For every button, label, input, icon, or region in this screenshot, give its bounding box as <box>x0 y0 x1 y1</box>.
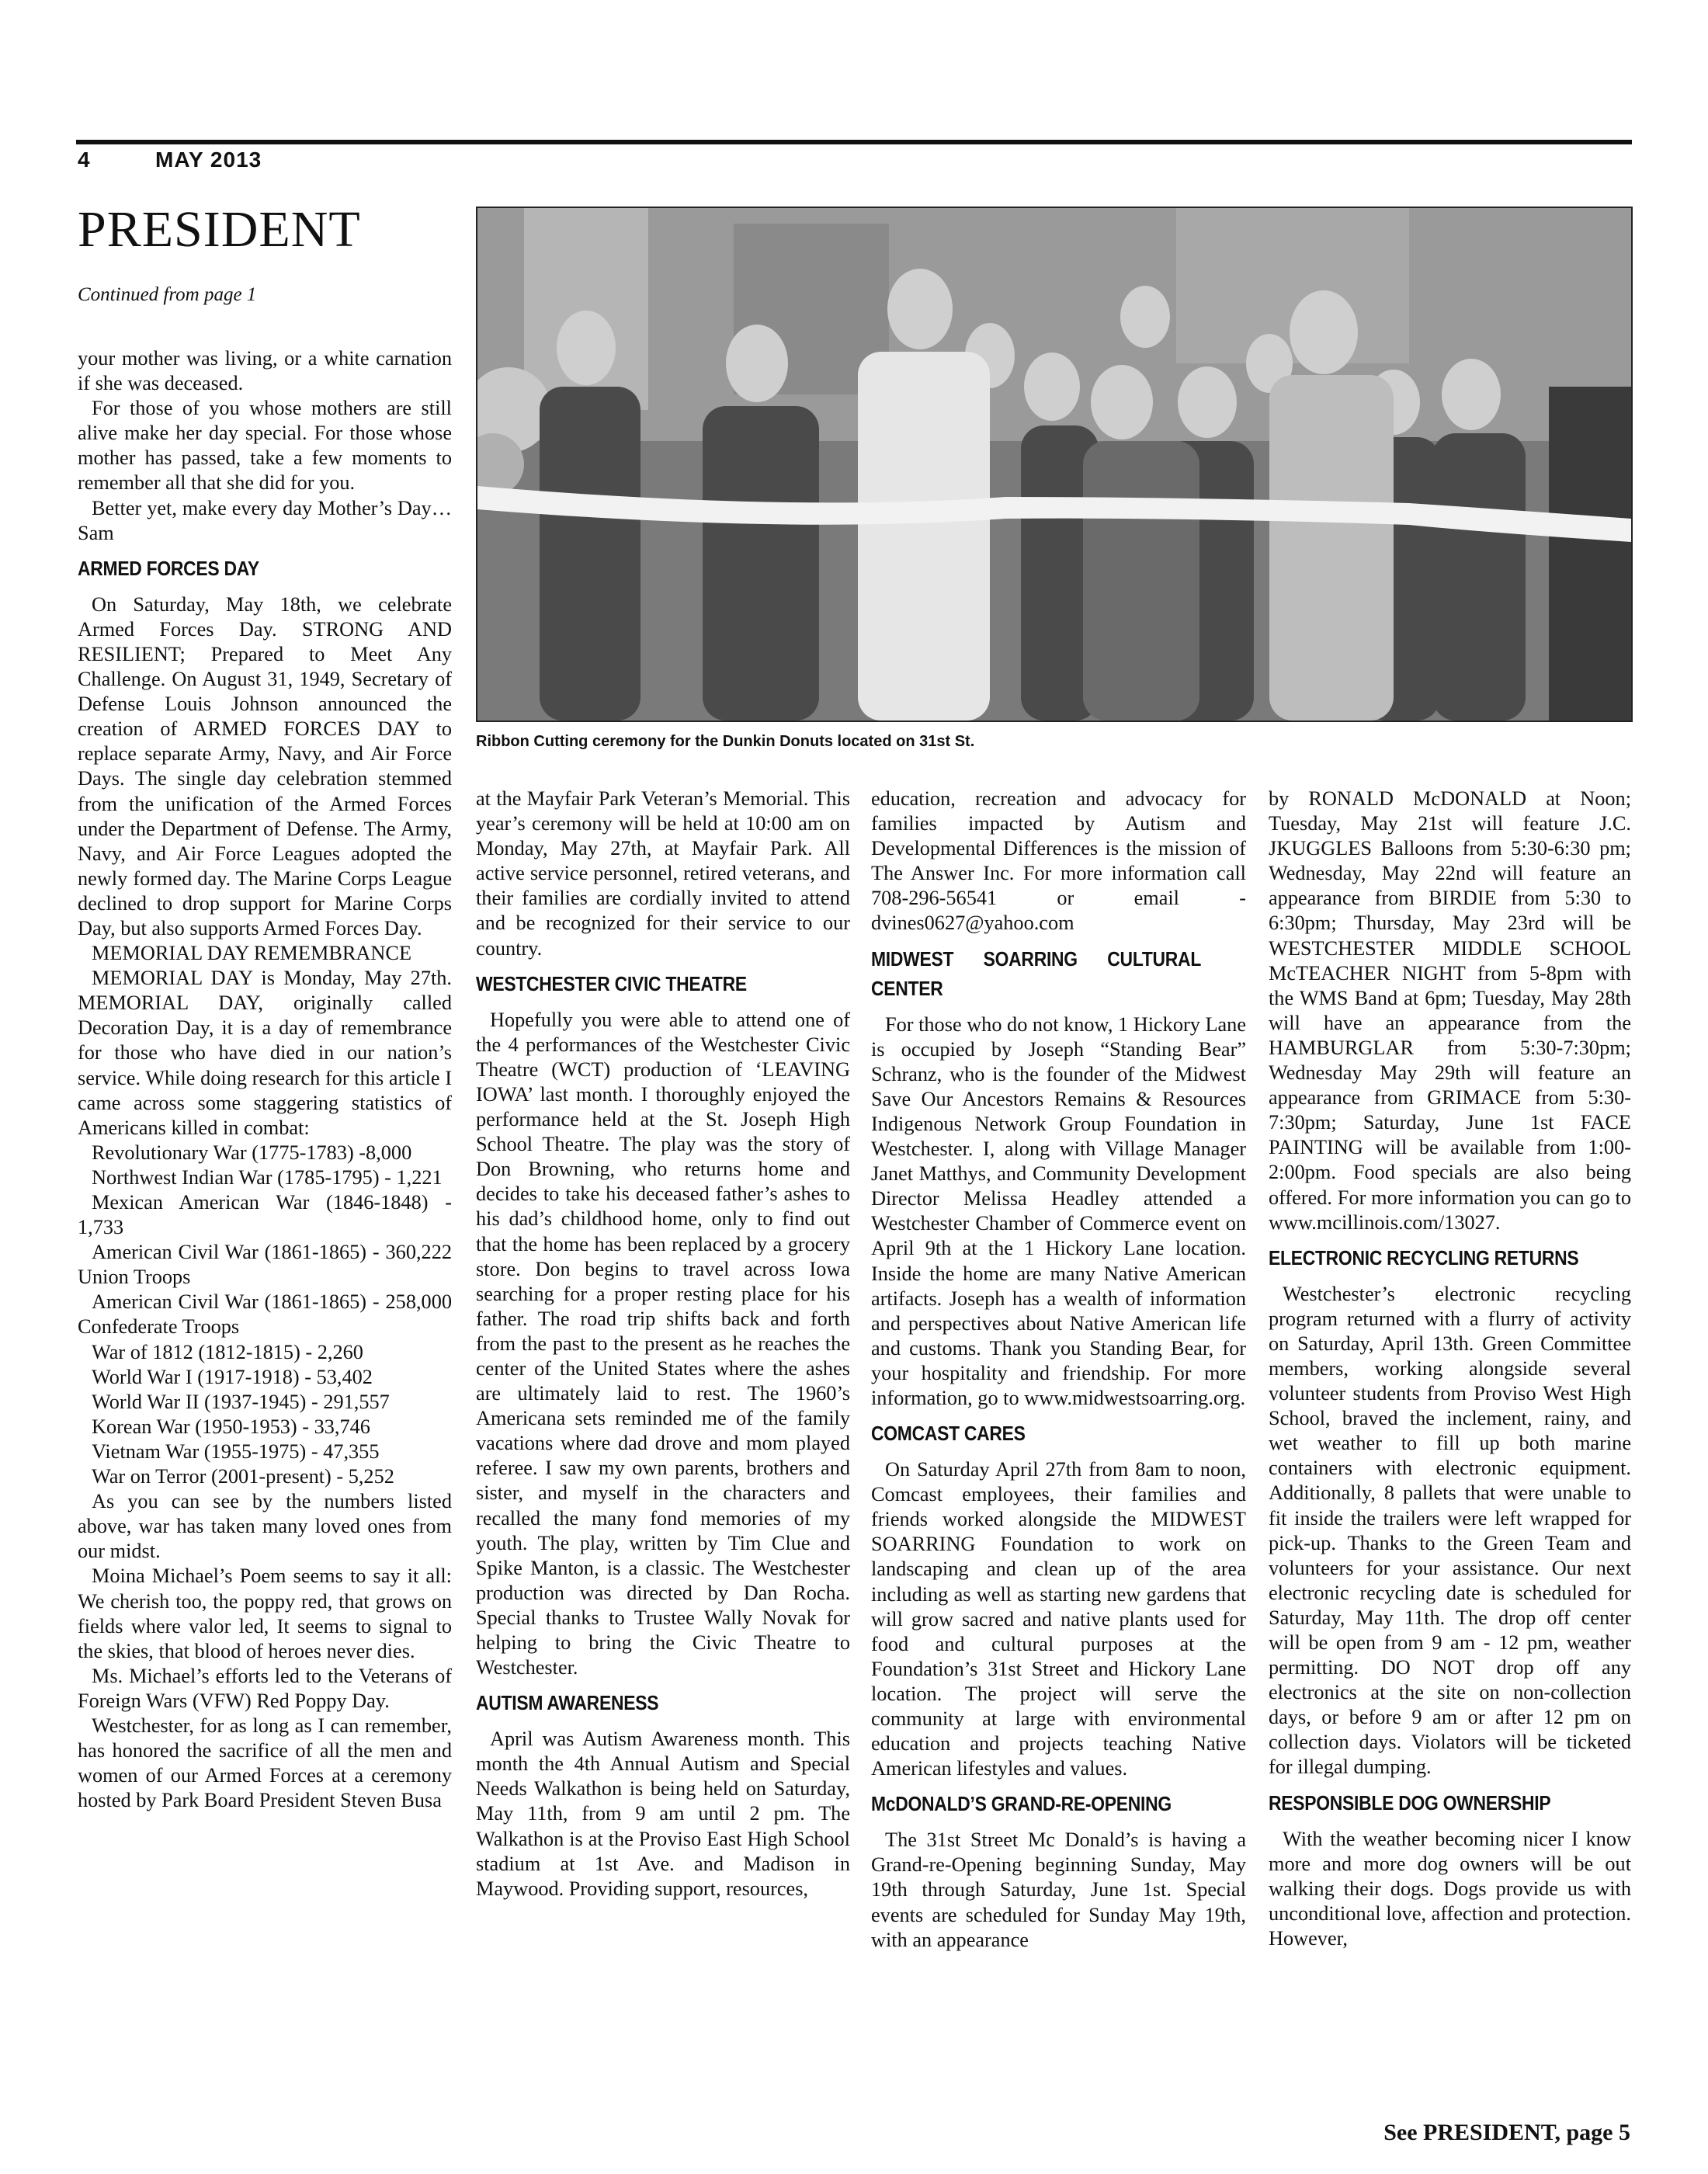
list-item: War on Terror (2001-present) - 5,252 <box>92 1465 394 1488</box>
page-header <box>78 148 262 172</box>
section-heading-civic-theatre: WESTCHESTER CIVIC THEATRE <box>476 971 747 995</box>
section-heading-comcast: COMCAST CARES <box>871 1422 1026 1446</box>
paragraph: Hopefully you were able to attend one of the 4 performances of the Westchester Civic Theatre (WCT) production of ‘LEAVING IOWA’ last month. I thoroughly enjoyed the performance held at the St. Joseph High School Theatre. The play was the story of Don Browning, who returns home and decides to take his deceased father’s ashes to his dad’s childhood home, only to find out that the home has been replaced by a grocery store. Don begins to travel across Iowa searching for a proper resting place for his father. The road trip shifts back and forth from the past to the present as he reaches the center of the United States where the ashes are ultimately laid to rest. The 1960’s Americana sets reminded me of the family vacations where dad drove and mom played referee. I saw my own parents, brothers and sister, and myself in the characters and recalled the many fond memories of my youth. The play, written by Tim Clue and Spike Manton, is a classic. The Westchester production was directed by Dan Rocha. Special thanks to Trustee Wally Novak for helping to bring the Civic Theatre to Westchester. <box>476 1008 850 1679</box>
list-item: War of 1812 (1812-1815) - 2,260 <box>92 1340 363 1363</box>
section-heading-mcdonalds: McDONALD’S GRAND-RE-OPENING <box>871 1792 1172 1816</box>
paragraph: For those who do not know, 1 Hickory Lane is occupied by Joseph “Standing Bear” Schranz, who is the founder of the Midwest Save Our Ancestors Remains & Resources Indigenous Network Group Foundation in Westchester. I, along with Village Manager Janet Matthys, and Community Development Director Melissa Headley attended a Westchester Chamber of Commerce event on April 9th at the 1 Hickory Lane location. Inside the home are many Native American artifacts. Joseph has a wealth of information and perspectives about Native American life and customs. Thank you Standing Bear, for your hospitality and friendship. For more information, go to www.midwestsoarring.org. <box>871 1012 1246 1409</box>
paragraph: April was Autism Awareness month. This month the 4th Annual Autism and Special Needs Walkathon is being held on Saturday, May 11th, from 9 am until 2 pm. The Walkathon is at the Proviso East High School stadium at 1st Ave. and Madison in Maywood. Providing support, resources, <box>476 1728 850 1900</box>
list-item: World War I (1917-1918) - 53,402 <box>92 1365 373 1388</box>
paragraph: Westchester’s electronic recycling program returned with a flurry of activity on Saturday, April 13th. Green Committee members, working alongside several volunteer students from Proviso West High School, braved the inclement, rainy, and wet weather to fill up both marine containers with electronic equipment. Additionally, 8 pallets that were unable to fit inside the trailers were left wrapped for pick-up. Thanks to the Green Team and volunteers for your assistance. Our next electronic recycling date is scheduled for Saturday, May 11th. The drop off center will be open from 9 am - 12 pm, weather permitting. DO NOT drop off any electronics at the site on non-collection days, or before 9 am or after 12 pm on collection days. Violators will be ticketed for illegal dumping. <box>1269 1282 1631 1779</box>
article-title: PRESIDENT <box>78 201 361 258</box>
header-rule <box>76 140 1632 144</box>
list-item: Mexican American War (1846-1848) - 1,733 <box>78 1191 452 1239</box>
paragraph: Moina Michael’s Poem seems to say it all: We cherish too, the poppy red, that grows on fields where valor led, It seems to signal to the skies, that blood of heroes never dies. <box>78 1565 452 1662</box>
paragraph: On Saturday, May 18th, we celebrate Armed Forces Day. STRONG AND RESILIENT; Prepared to Meet Any Challenge. On August 31, 1949, Secretary of Defense Louis Johnson announced the creation of ARMED FORCES DAY to replace separate Army, Navy, and Air Force Days. The single day celebration stemmed from the unification of the Armed Forces under the Department of Defense. The Army, Navy, and Air Force Leagues adopted the newly formed day. The Marine Corps League declined to drop support for Marine Corps Day, but also supports Armed Forces Day. <box>78 592 452 939</box>
continued-jump: See PRESIDENT, page 5 <box>1383 2120 1630 2145</box>
list-item: American Civil War (1861-1865) - 360,222 Union Troops <box>78 1241 452 1289</box>
paragraph: MEMORIAL DAY is Monday, May 27th. MEMORIAL DAY, originally called Decoration Day, it is a day of remembrance for those who have died in our nation’s service. While doing research for this article I came across some staggering statistics of Americans killed in combat: <box>78 967 452 1139</box>
list-item: World War II (1937-1945) - 291,557 <box>92 1390 390 1413</box>
paragraph: With the weather becoming nicer I know more and more dog owners will be out walking their dogs. Dogs provide us with unconditional love, affection and protection. However, <box>1269 1827 1631 1950</box>
section-heading-dog-ownership: RESPONSIBLE DOG OWNERSHIP <box>1269 1790 1551 1815</box>
issue-date: MAY 2013 <box>155 148 262 172</box>
section-heading-armed-forces: ARMED FORCES DAY <box>78 556 259 580</box>
section-heading-recycling: ELECTRONIC RECYCLING RETURNS <box>1269 1245 1579 1269</box>
list-item: American Civil War (1861-1865) - 258,000 Confederate Troops <box>78 1290 452 1339</box>
paragraph: your mother was living, or a white carnation if she was deceased. <box>78 347 452 395</box>
column-2 <box>476 787 850 1901</box>
paragraph: As you can see by the numbers listed above, war has taken many loved ones from our midst. <box>78 1490 452 1563</box>
section-heading-autism: AUTISM AWARENESS <box>476 1691 659 1715</box>
paragraph: For those of you whose mothers are still alive make her day special. For those whose mother has passed, take a few moments to remember all that she did for you. <box>78 397 452 495</box>
paragraph: The 31st Street Mc Donald’s is having a Grand-re-Opening beginning Sunday, May 19th through Saturday, June 1st. Special events are scheduled for Sunday May 19th, with an appearance <box>871 1828 1246 1951</box>
column-1 <box>78 346 452 1813</box>
ribbon-cutting-photo <box>476 207 1633 722</box>
column-3 <box>871 787 1246 1953</box>
paragraph: Westchester, for as long as I can remember, has honored the sacrifice of all the men and women of our Armed Forces at a ceremony hosted by Park Board President Steven Busa <box>78 1714 452 1812</box>
paragraph: at the Mayfair Park Veteran’s Memorial. This year’s ceremony will be held at 10:00 am on Monday, May 27th, at Mayfair Park. All active service personnel, retired veterans, and their families are cordially invited to attend and be recognized for their service to our country. <box>476 787 850 960</box>
column-4 <box>1269 787 1631 1951</box>
page-number: 4 <box>78 148 91 172</box>
paragraph: Better yet, make every day Mother’s Day…Sam <box>78 496 452 544</box>
paragraph: MEMORIAL DAY REMEMBRANCE <box>92 942 412 965</box>
continued-note: Continued from page 1 <box>78 284 257 305</box>
list-item: Korean War (1950-1953) - 33,746 <box>92 1415 370 1438</box>
paragraph: Ms. Michael’s efforts led to the Veterans of Foreign Wars (VFW) Red Poppy Day. <box>78 1664 452 1712</box>
paragraph: by RONALD McDONALD at Noon; Tuesday, May 21st will feature J.C. JKUGGLES Balloons from 5:30-6:30 pm; Wednesday, May 22nd will feature an appearance from BIRDIE from 5:30 to 6:30pm; Thursday, May 23rd will be WESTCHESTER MIDDLE SCHOOL McTEACHER NIGHT from 5-8pm with the WMS Band at 6pm; Tuesday, May 28th will have an appearance from the HAMBURGLAR from 5:30-7:30pm; Wednesday May 29th will feature an appearance from GRIMACE from 5:30-7:30pm; Saturday, June 1st FACE PAINTING will be available from 1:00-2:00pm. Food specials are also being offered. For more information you can go to www.mcillinois.com/13027. <box>1269 787 1631 1234</box>
paragraph: On Saturday April 27th from 8am to noon, Comcast employees, their families and friends worked alongside the MIDWEST SOARRING Foundation to work on landscaping and clean up of the area including as well as starting new gardens that will grow sacred and native plants used for food and cultural purposes at the Foundation’s 31st Street and Hickory Lane location. The project will serve the community at large with environmental education and projects teaching Native American lifestyles and values. <box>871 1458 1246 1780</box>
list-item: Revolutionary War (1775-1783) -8,000 <box>92 1141 412 1164</box>
list-item: Vietnam War (1955-1975) - 47,355 <box>92 1439 380 1463</box>
photo-caption: Ribbon Cutting ceremony for the Dunkin Donuts located on 31st St. <box>476 733 975 750</box>
paragraph: education, recreation and advocacy for families impacted by Autism and Developmental Differences is the mission of The Answer Inc. For more information call 708-296-56541 or email - dvines0627@yahoo.com <box>871 787 1246 935</box>
photo-illustration <box>477 208 1631 721</box>
section-heading-midwest-soarring: MIDWEST SOARRING CULTURAL CENTER <box>871 946 1202 1000</box>
list-item: Northwest Indian War (1785-1795) - 1,221 <box>92 1165 443 1189</box>
